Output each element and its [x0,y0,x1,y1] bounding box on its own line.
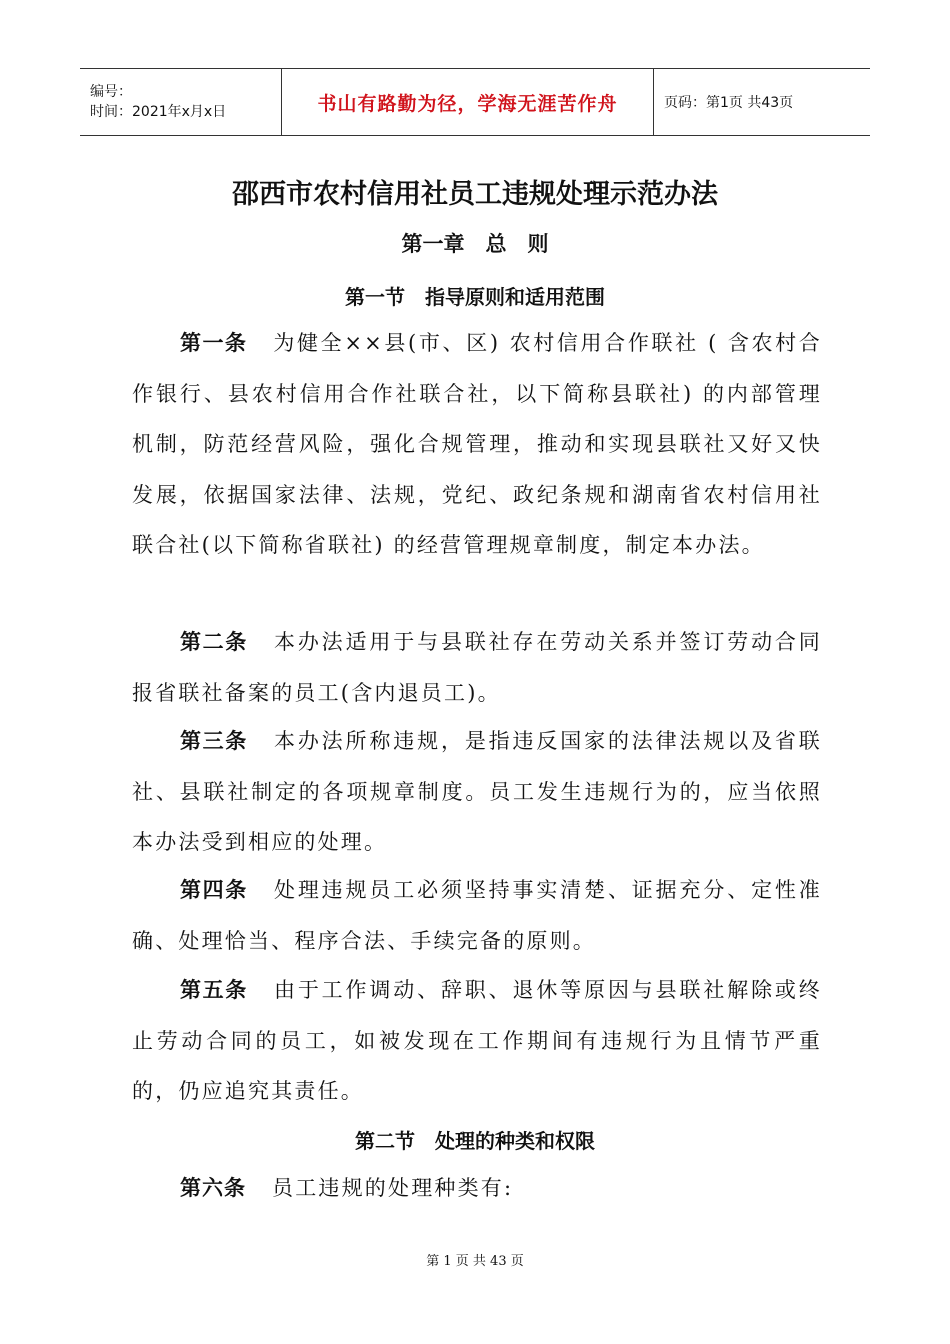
number-label: 编号： [90,84,132,100]
article-text: 为健全××县(市、区) 农村信用合作联社 ( 含农村合作银行、县农村信用合作社联合社，以下简称县联社) 的内部管理机制，防范经营风险，强化合规管理，推动和实现县联社又好又快发展，依据国家法律、法规，党纪、政纪条规和湖南省农村信用社联合社(以下简称省联社) 的经营管理规章制度，制定本办法。 [132,331,823,557]
chapter-heading: 第一章 总 则 [401,232,549,256]
article-label: 第六条 [180,1176,246,1200]
header-page-cell [654,69,870,135]
time-label: 时间：2021年x月x日 [90,104,227,120]
header-motto-cell [282,69,654,135]
article-text: 处理违规员工必须坚持事实清楚、证据充分、定性准确、处理恰当、程序合法、手续完备的原则。 [132,878,822,953]
section-heading-1: 第一节 指导原则和适用范围 [345,285,605,309]
article-6 [132,1163,822,1214]
article-text: 由于工作调动、辞职、退休等原因与县联社解除或终止劳动合同的员工，如被发现在工作期间有违规行为且情节严重的，仍应追究其责任。 [132,978,822,1103]
motto-text: 书山有路勤为径，学海无涯苦作舟 [317,92,618,115]
article-label: 第二条 [180,630,248,654]
article-label: 第五条 [180,978,248,1002]
article-text: 本办法所称违规，是指违反国家的法律法规以及省联社、县联社制定的各项规章制度。员工发生违规行为的，应当依照本办法受到相应的处理。 [132,729,822,854]
article-4 [132,865,822,966]
article-label: 第三条 [180,729,248,753]
article-1 [132,318,822,571]
page-label: 页码：第1页 共43页 [664,95,794,111]
header-table [80,68,870,136]
article-3 [132,716,822,868]
header-meta-cell [80,69,282,135]
article-5 [132,965,822,1117]
article-text: 员工违规的处理种类有: [272,1176,514,1200]
article-2 [132,617,822,718]
page-footer: 第 1 页 共 43 页 [426,1254,524,1269]
article-label: 第一条 [180,331,248,355]
document-title: 邵西市农村信用社员工违规处理示范办法 [232,179,718,210]
article-text: 本办法适用于与县联社存在劳动关系并签订劳动合同报省联社备案的员工(含内退员工)。 [132,630,822,705]
section-heading-2: 第二节 处理的种类和权限 [355,1129,595,1153]
article-label: 第四条 [180,878,248,902]
